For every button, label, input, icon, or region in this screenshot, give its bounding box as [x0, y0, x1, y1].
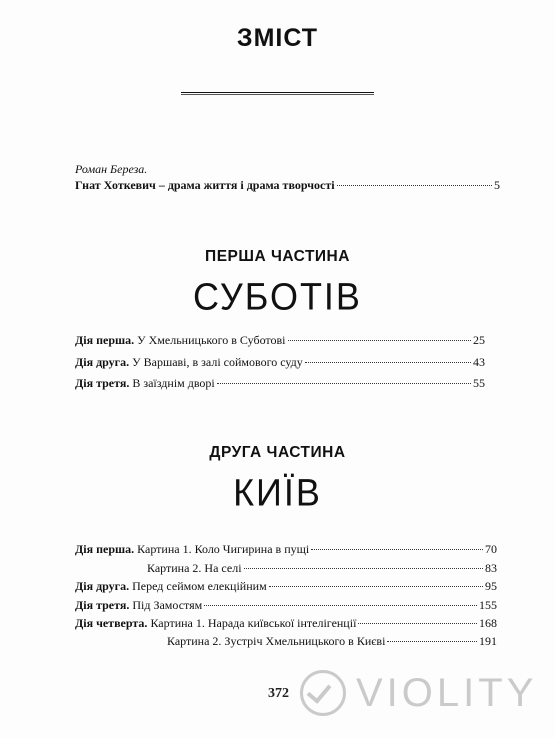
toc-entry-page: 168: [479, 616, 497, 630]
toc-entry-text: У Варшаві, в залі соймового суду: [129, 355, 303, 369]
toc-entry: [75, 355, 485, 369]
toc-act: Дія перша.: [75, 542, 135, 556]
toc-entry: [75, 376, 485, 390]
toc-entry: [75, 616, 497, 630]
toc-entry: [75, 542, 497, 556]
toc-act: Дія друга.: [75, 579, 130, 593]
toc-entry: [75, 598, 497, 612]
toc-entry: [147, 561, 497, 575]
part1-title: СУБОТІВ: [193, 274, 362, 318]
toc-entry-page: 25: [473, 333, 485, 347]
watermark: [300, 668, 537, 718]
toc-entry-text: Картина 1. Нарада київської інтелігенції: [147, 616, 357, 630]
title-divider: [181, 92, 374, 93]
toc-act: Дія четверта.: [75, 616, 148, 630]
toc-entry-page: 191: [479, 634, 497, 648]
toc-act: Дія третя.: [75, 598, 130, 612]
toc-entry-page: 70: [485, 542, 497, 556]
toc-entry-page: 5: [494, 178, 500, 192]
watermark-text: VIOLITY: [356, 670, 538, 715]
toc-entry-page: 155: [479, 598, 497, 612]
toc-entry-text: В заїзднім дворі: [129, 376, 215, 390]
toc-entry: [75, 579, 497, 593]
toc-entry: [75, 333, 485, 347]
toc-leader-dots: [269, 586, 483, 587]
toc-entry-text: Картина 2. На селі: [147, 561, 242, 575]
toc-entry-page: 43: [473, 355, 485, 369]
toc-act: Дія перша.: [75, 333, 135, 347]
toc-entry-title: Гнат Хоткевич – драма життя і драма творчості: [75, 178, 335, 192]
toc-leader-dots: [305, 362, 471, 363]
page-number: 372: [268, 686, 289, 701]
toc-leader-dots: [217, 383, 471, 384]
violity-logo-icon: [300, 670, 346, 716]
toc-leader-dots: [204, 605, 477, 606]
toc-entry-text: Перед сеймом елекційним: [129, 579, 267, 593]
toc-entry-text: Картина 2. Зустріч Хмельницького в Києві: [167, 634, 386, 648]
toc-entry-page: 83: [485, 561, 497, 575]
toc-leader-dots: [244, 568, 483, 569]
toc-entry-text: Картина 1. Коло Чигирина в пущі: [134, 542, 310, 556]
toc-entry-page: 95: [485, 579, 497, 593]
toc-leader-dots: [288, 340, 471, 341]
toc-leader-dots: [358, 623, 477, 624]
toc-entry-text: Під Замостям: [129, 598, 203, 612]
toc-leader-dots: [387, 641, 477, 642]
toc-act: Дія друга.: [75, 355, 130, 369]
toc-entry-text: У Хмельницького в Суботові: [134, 333, 286, 347]
toc-entry-intro: [75, 178, 500, 192]
toc-act: Дія третя.: [75, 376, 130, 390]
part2-title: КИЇВ: [233, 470, 322, 514]
part1-heading: ПЕРША ЧАСТИНА: [205, 248, 350, 265]
part2-heading: ДРУГА ЧАСТИНА: [209, 444, 346, 461]
toc-leader-dots: [337, 185, 492, 186]
toc-entry: [167, 634, 497, 648]
intro-author: Роман Береза.: [75, 162, 148, 176]
page-title: ЗМІСТ: [236, 24, 319, 52]
toc-leader-dots: [311, 549, 483, 550]
toc-entry-page: 55: [473, 376, 485, 390]
